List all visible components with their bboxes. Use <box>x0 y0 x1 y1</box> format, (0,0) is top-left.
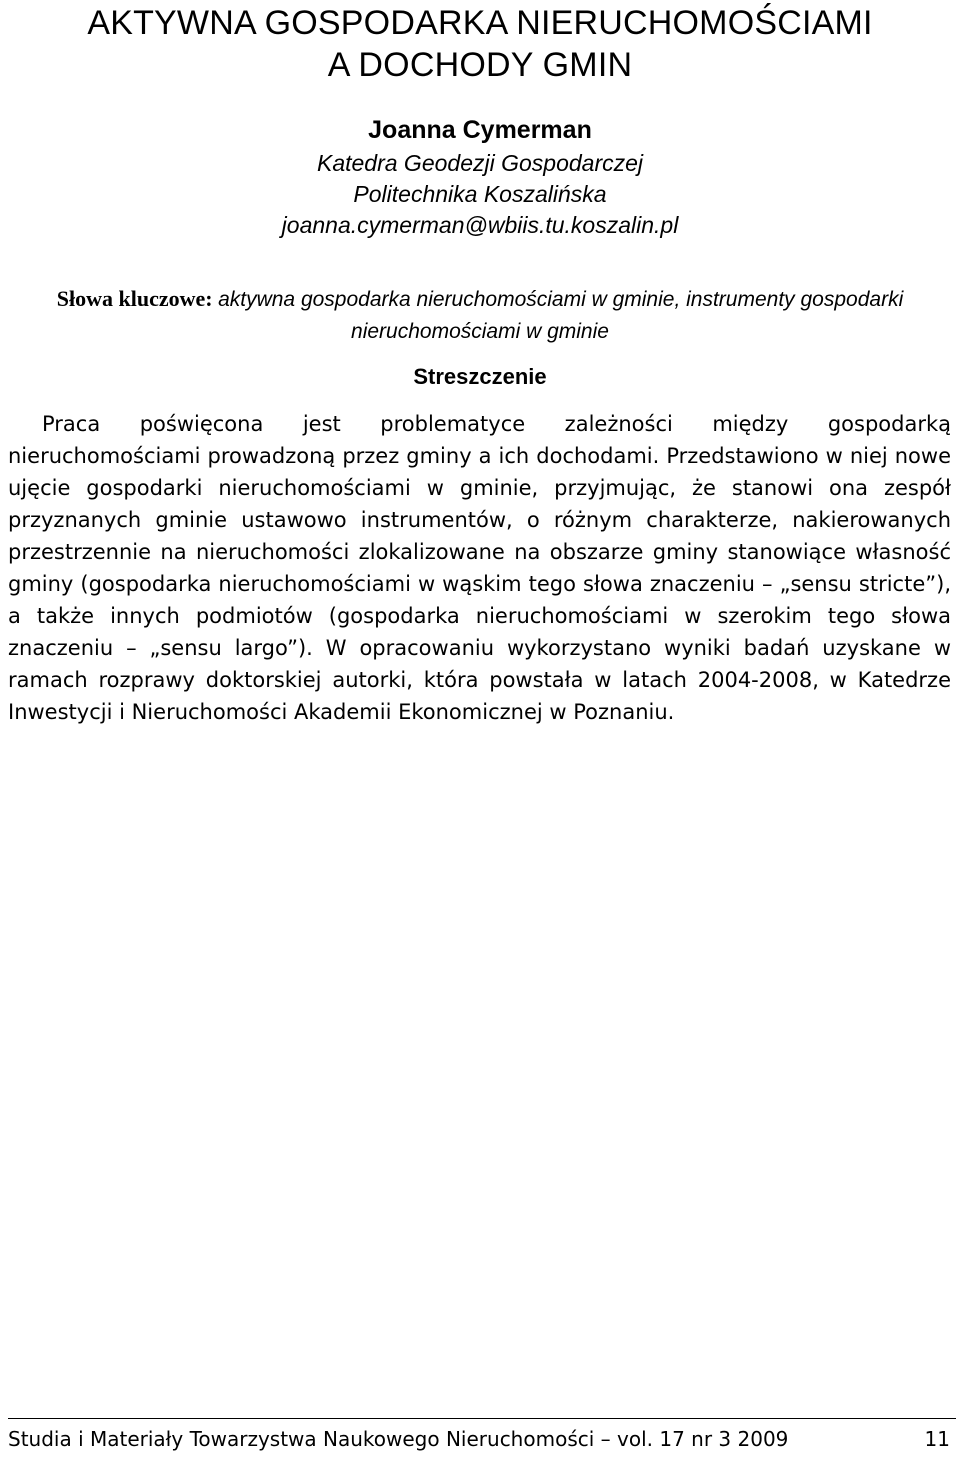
keywords-text: aktywna gospodarka nieruchomościami w gminie, instrumenty gospodarki nieruchomościami w gminie <box>218 288 904 343</box>
affiliation-university: Politechnika Koszalińska <box>353 181 607 207</box>
author-block <box>0 112 960 241</box>
footer-page-number: 11 <box>924 1427 950 1451</box>
abstract-heading: Streszczenie <box>413 364 547 389</box>
author-email: joanna.cymerman@wbiis.tu.koszalin.pl <box>281 212 679 238</box>
abstract-paragraph <box>8 408 951 728</box>
paper-title-line-2: A DOCHODY GMIN <box>327 46 633 84</box>
footer-journal: Studia i Materiały Towarzystwa Naukowego Nieruchomości – vol. 17 nr 3 2009 <box>8 1427 789 1451</box>
keywords-label: Słowa kluczowe: <box>56 286 213 311</box>
paper-title <box>0 2 960 86</box>
abstract-text: Praca poświęcona jest problematyce zależności między gospodarką nieruchomościami prowadzoną przez gminy a ich dochodami. Przedstawiono w niej nowe ujęcie gospodarki nieruchomościami w gminie, przyjmując, że stanowi ona zespół przyznanych gminie ustawowo instrumentów, o różnym charakterze, nakierowanych przestrzennie na nieruchomości zlokalizowane na obszarze gminy stanowiące własność gminy (gospodarka nieruchomościami w wąskim tego słowa znaczeniu – „sensu stricte”), a także innych podmiotów (gospodarka nieruchomościami w szerokim tego słowa znaczeniu – „sensu largo”). W opracowaniu wykorzystano wyniki badań uzyskane w ramach rozprawy doktorskiej autorki, która powstała w latach 2004-2008, w Katedrze Inwestycji i Nieruchomości Akademii Ekonomicznej w Poznaniu. <box>8 412 951 724</box>
affiliation-department: Katedra Geodezji Gospodarczej <box>316 150 644 176</box>
footer-divider <box>8 1418 956 1419</box>
paper-title-line-1: AKTYWNA GOSPODARKA NIERUCHOMOŚCIAMI <box>87 4 873 42</box>
keywords-block <box>0 283 960 347</box>
author-name: Joanna Cymerman <box>368 116 592 144</box>
